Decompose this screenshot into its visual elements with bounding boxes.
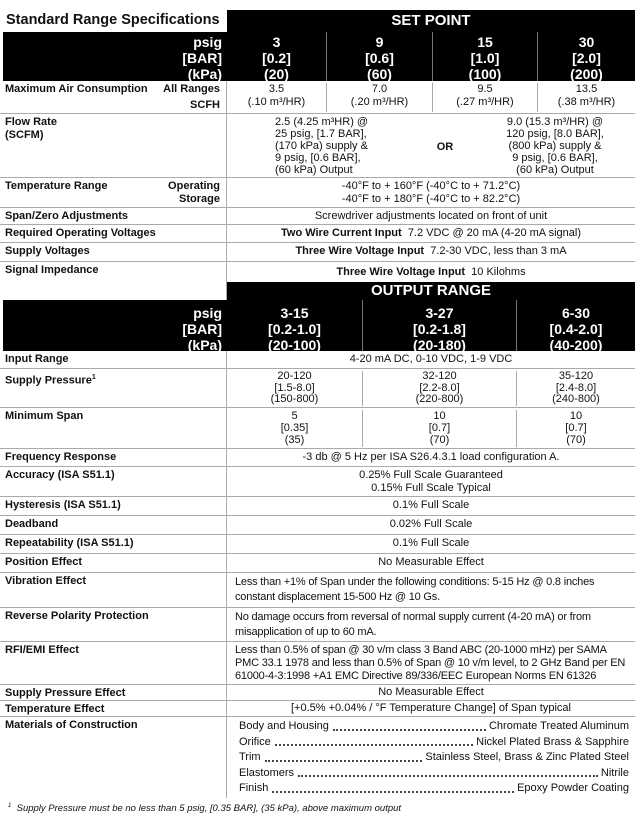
temp-range-values-1: -40°F to + 180°F (-40°C to + 82.2°C): [341, 193, 521, 205]
min-span-label: Minimum Span: [0, 408, 227, 448]
material-item: [239, 750, 629, 766]
supply-pressure-values-0-0: 20-120: [277, 370, 312, 382]
row-supply-voltages: [0, 242, 635, 261]
set-point-columns-3-2: (200): [570, 66, 603, 82]
max-air-values-3-0: 13.5: [575, 83, 598, 95]
output-range-units-0: psig: [193, 305, 222, 321]
row-rfi-emi: [0, 641, 635, 684]
max-air-values-2-1: (.27 m³/HR): [456, 96, 514, 108]
footnote: [0, 798, 635, 815]
temp-effect-label: Temperature Effect: [0, 701, 227, 716]
flow-rate-label-0: Flow Rate: [5, 116, 57, 128]
min-span-values-1-0: 10: [433, 410, 446, 422]
set-point-columns-0-0: 3: [272, 34, 281, 50]
position-label: Position Effect: [0, 554, 227, 572]
set-point-columns-3-1: [2.0]: [572, 50, 601, 66]
supply-pressure-values-1-1: [2.2-8.0]: [419, 381, 460, 394]
rfi-label: RFI/EMI Effect: [0, 642, 227, 684]
row-materials: [0, 716, 635, 798]
materials-label: Materials of Construction: [0, 717, 227, 798]
row-span-zero: [0, 207, 635, 224]
input-range-label: Input Range: [0, 351, 227, 368]
signal-imp-label: Signal Impedance: [0, 262, 227, 282]
set-point-columns-1-2: (60): [367, 66, 392, 82]
repeatability-value: 0.1% Full Scale: [392, 537, 470, 549]
dot-leader: [275, 744, 473, 746]
materials-items-0-material: Chromate Treated Aluminum: [488, 720, 629, 732]
output-range-columns-0-1: [0.2-1.0]: [268, 321, 321, 337]
page-title: Standard Range Specifications: [6, 12, 220, 28]
row-supply-pressure: [0, 368, 635, 407]
set-point-columns-0-2: (20): [264, 66, 289, 82]
supply-pressure-values-0-1: [1.5-8.0]: [274, 381, 315, 394]
materials-items-2-material: Stainless Steel, Brass & Zinc Plated Steel: [425, 751, 629, 763]
freq-value: -3 db @ 5 Hz per ISA S26.4.3.1 load configuration A.: [302, 451, 560, 463]
min-span-values-0-2: (35): [284, 434, 305, 446]
row-minimum-span: [0, 407, 635, 448]
set-point-header: [3, 32, 635, 81]
unit-kpa: (kPa): [187, 66, 222, 82]
set-point-heading: SET POINT: [227, 10, 635, 32]
reverse-label: Reverse Polarity Protection: [0, 608, 227, 641]
reverse-value: No damage occurs from reversal of normal supply current (4-20 mA) or from misapplication of up to 60 mA.: [235, 611, 591, 638]
row-signal-impedance: [0, 261, 635, 282]
min-span-values-0-0: 5: [291, 410, 298, 422]
req-volt-label: Required Operating Voltages: [0, 225, 227, 242]
max-air-values-0-0: 3.5: [268, 83, 285, 95]
rfi-value: Less than 0.5% of span @ 30 v/m class 3 Band ABC (20-1000 mHz) per SAMA PMC 33.1 1978 and less than 0.5% of Span @ 10 v/m level, to 2 GHz Band per EN 61000-4-3:1998 +A1 EMC Directive 89/336/EEC European Norms EN 61326: [235, 644, 626, 682]
unit-psig: psig: [193, 34, 222, 50]
row-position-effect: [0, 553, 635, 572]
row-temperature-range: [0, 177, 635, 207]
max-air-values-0-1: (.10 m³/HR): [247, 96, 306, 108]
input-range-value: 4-20 mA DC, 0-10 VDC, 1-9 VDC: [349, 353, 513, 365]
flow-rate-left-4: (60 kPa) Output: [275, 164, 353, 176]
accuracy-values-1: 0.15% Full Scale Typical: [371, 482, 491, 494]
max-air-values-1-1: (.20 m³/HR): [350, 96, 409, 108]
min-span-values-1-2: (70): [429, 434, 450, 446]
row-max-air: [0, 81, 635, 113]
materials-items-1-material: Nickel Plated Brass & Sapphire: [476, 735, 629, 748]
hysteresis-label: Hysteresis (ISA S51.1): [0, 497, 227, 515]
temp-range-values-0: -40°F to + 160°F (-40°C to + 71.2°C): [341, 180, 521, 192]
flow-rate-label-1: (SCFM): [5, 129, 44, 141]
flow-rate-right-4: (60 kPa) Output: [516, 164, 594, 176]
output-range-columns-2-0: 6-30: [561, 305, 591, 321]
flow-rate-right-0: 9.0 (15.3 m³/HR) @: [506, 116, 604, 128]
row-reverse-polarity: [0, 607, 635, 641]
row-repeatability: [0, 534, 635, 553]
supply-pressure-values-0-2: (150-800): [270, 393, 319, 405]
material-item: [239, 766, 629, 782]
temp-range-label: Temperature Range: [5, 180, 108, 192]
dot-leader: [333, 729, 486, 731]
set-point-columns-3-0: 30: [578, 34, 595, 50]
supply-pressure-sup: 1: [91, 374, 96, 381]
min-span-values-2-0: 10: [569, 410, 583, 422]
deadband-label: Deadband: [0, 516, 227, 534]
signal-imp-value: 10 Kilohms: [471, 266, 526, 278]
material-item: [239, 735, 629, 751]
supply-volt-value: 7.2-30 VDC, less than 3 mA: [430, 245, 567, 257]
set-point-columns-2-0: 15: [477, 34, 493, 50]
vibration-value: Less than +1% of Span under the following conditions: 5-15 Hz @ 0.8 inches constant displacement 15-500 Hz @ 10 Gs.: [235, 576, 595, 603]
hysteresis-value: 0.1% Full Scale: [392, 499, 470, 511]
output-range-columns-2-1: [0.4-2.0]: [549, 321, 603, 337]
dot-leader: [265, 760, 423, 762]
materials-items-3-material: Nitrile: [600, 766, 629, 779]
set-point-columns-2-2: (100): [468, 66, 502, 82]
supply-effect-value: No Measurable Effect: [378, 686, 484, 698]
flow-rate-left-3: 9 psig, [0.6 BAR],: [275, 152, 361, 164]
max-air-values-3-1: (.38 m³/HR): [557, 96, 616, 108]
max-air-sub-0: All Ranges: [163, 83, 220, 95]
flow-rate-or: OR: [436, 141, 454, 153]
row-flow-rate: [0, 113, 635, 177]
max-air-values-1-0: 7.0: [371, 83, 388, 95]
supply-pressure-label: Supply Pressure: [5, 374, 92, 387]
materials-items-0-part: Body and Housing: [239, 720, 329, 732]
material-item: [239, 781, 629, 797]
materials-items-4-part: Finish: [239, 782, 269, 794]
supply-pressure-values-2-2: (240-800): [552, 393, 600, 405]
output-range-columns-0-2: (20-100): [268, 337, 321, 353]
flow-rate-left-2: (170 kPa) supply &: [275, 140, 368, 152]
supply-volt-label: Supply Voltages: [0, 243, 227, 261]
temp-range-sub-0: Operating: [168, 180, 220, 192]
min-span-values-2-1: [0.7]: [565, 422, 587, 434]
row-input-range: [0, 351, 635, 368]
row-accuracy: [0, 466, 635, 496]
min-span-values-2-2: (70): [566, 434, 586, 446]
footnote-text: Supply Pressure must be no less than 5 psig, [0.35 BAR], (35 kPa), above maximum output: [16, 802, 402, 814]
set-point-columns-1-1: [0.6]: [365, 50, 394, 66]
materials-items-1-part: Orifice: [239, 735, 271, 748]
output-range-columns-0-0: 3-15: [280, 305, 309, 321]
materials-items-4-material: Epoxy Powder Coating: [517, 782, 629, 794]
set-point-columns-0-1: [0.2]: [262, 50, 291, 66]
span-zero-label: Span/Zero Adjustments: [0, 208, 227, 224]
supply-pressure-values-1-2: (220-800): [415, 393, 464, 405]
row-temperature-effect: [0, 700, 635, 716]
supply-volt-bold: Three Wire Voltage Input: [295, 245, 425, 257]
deadband-value: 0.02% Full Scale: [389, 518, 473, 530]
min-span-values-1-1: [0.7]: [428, 422, 451, 434]
title-row: [0, 10, 635, 32]
row-frequency-response: [0, 448, 635, 466]
row-supply-pressure-effect: [0, 684, 635, 700]
row-required-voltages: [0, 224, 635, 242]
supply-pressure-values-1-0: 32-120: [422, 370, 457, 382]
output-range-columns-1-2: (20-180): [413, 337, 466, 353]
material-item: [239, 719, 629, 735]
accuracy-label: Accuracy (ISA S51.1): [0, 467, 227, 496]
output-range-units-2: (kPa): [187, 337, 222, 353]
flow-rate-right-1: 120 psig, [8.0 BAR],: [506, 128, 604, 140]
materials-items-3-part: Elastomers: [239, 766, 295, 779]
flow-rate-left-1: 25 psig, [1.7 BAR],: [275, 128, 367, 140]
max-air-values-2-0: 9.5: [477, 83, 493, 95]
output-range-header: [3, 300, 635, 351]
repeatability-label: Repeatability (ISA S51.1): [0, 535, 227, 553]
max-air-label: Maximum Air Consumption: [5, 83, 148, 95]
flow-rate-left-0: 2.5 (4.25 m³HR) @: [275, 116, 369, 128]
row-deadband: [0, 515, 635, 534]
row-hysteresis: [0, 496, 635, 515]
temp-range-sub-1: Storage: [179, 193, 220, 205]
temp-effect-value: [+0.5% +0.04% / °F Temperature Change] of Span typical: [291, 702, 571, 714]
req-volt-bold: Two Wire Current Input: [280, 227, 402, 239]
max-air-sub-1: SCFH: [190, 99, 220, 111]
row-vibration-effect: [0, 572, 635, 607]
unit-bar: [BAR]: [182, 50, 222, 66]
output-range-columns-2-2: (40-200): [549, 337, 603, 353]
position-value: No Measurable Effect: [378, 556, 484, 568]
output-range-columns-1-1: [0.2-1.8]: [413, 321, 466, 337]
signal-imp-bold: Three Wire Voltage Input: [336, 266, 466, 278]
output-range-units-1: [BAR]: [182, 321, 222, 337]
flow-rate-right-2: (800 kPa) supply &: [508, 140, 602, 152]
supply-pressure-values-2-0: 35-120: [558, 370, 594, 382]
flow-rate-right-3: 9 psig, [0.6 BAR],: [512, 152, 598, 164]
req-volt-value: 7.2 VDC @ 20 mA (4-20 mA signal): [407, 227, 581, 239]
min-span-values-0-1: [0.35]: [280, 422, 309, 434]
dot-leader: [298, 775, 598, 777]
vibration-label: Vibration Effect: [0, 573, 227, 607]
set-point-columns-2-1: [1.0]: [470, 50, 500, 66]
output-range-title-row: [0, 282, 635, 300]
output-range-columns-1-0: 3-27: [425, 305, 454, 321]
output-range-heading: OUTPUT RANGE: [227, 282, 635, 300]
footnote-mark: 1: [8, 802, 12, 809]
accuracy-values-0: 0.25% Full Scale Guaranteed: [359, 469, 503, 481]
materials-items-2-part: Trim: [239, 751, 261, 763]
freq-label: Frequency Response: [0, 449, 227, 466]
set-point-columns-1-0: 9: [375, 34, 384, 50]
span-zero-value: Screwdriver adjustments located on front of unit: [314, 210, 548, 222]
supply-pressure-values-2-1: [2.4-8.0]: [555, 381, 597, 394]
supply-effect-label: Supply Pressure Effect: [0, 685, 227, 700]
